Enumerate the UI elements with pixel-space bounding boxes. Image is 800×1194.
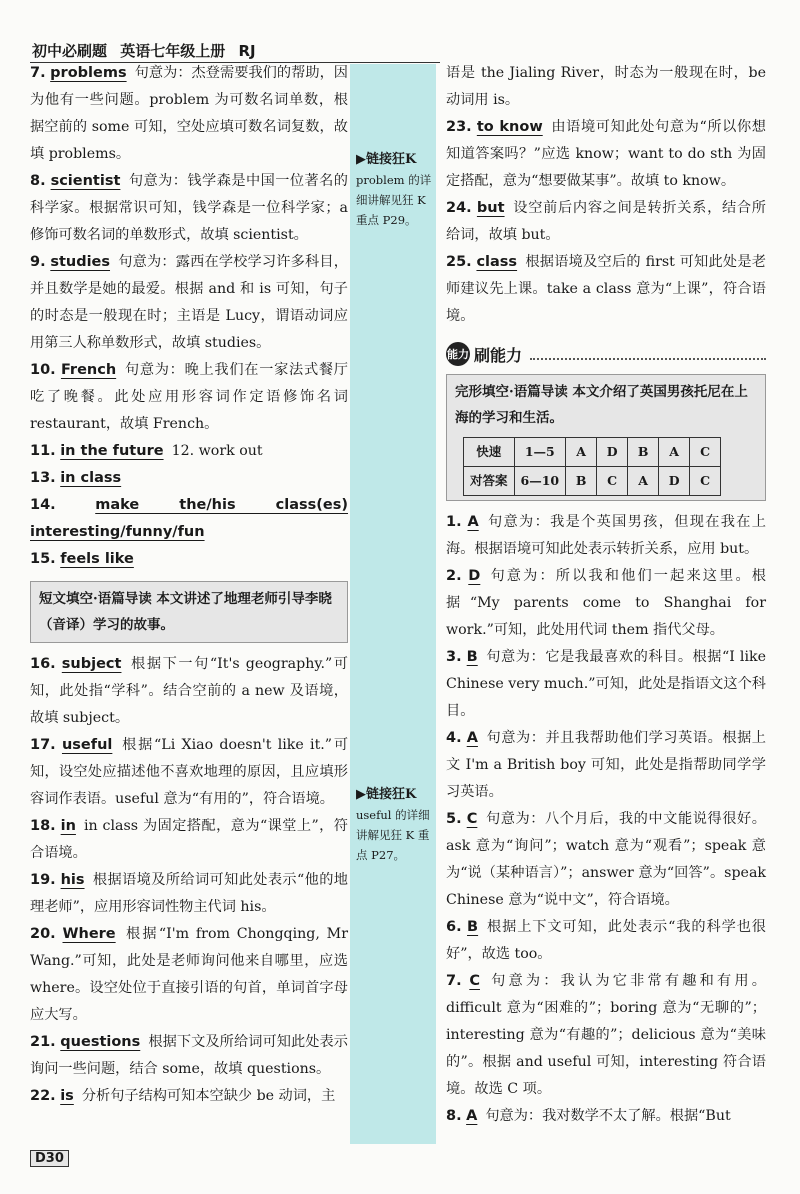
answer-entry — [30, 732, 348, 813]
question-number: 9. — [30, 254, 46, 270]
explanation-text: in class 为固定搭配，意为“课堂上”，符合语境。 — [30, 818, 348, 861]
answer-entry — [30, 492, 348, 546]
explanation-text: 根据语境及所给词可知此处表示“他的地理老师”，应用形容词性物主代词 his。 — [30, 872, 348, 915]
answer-text: A — [466, 1108, 478, 1124]
answer-entry — [446, 509, 766, 563]
explanation-text: 根据语境及空后的 first 可知此处是老师建议先上课。take a class 意为“上课”，符合语境。 — [446, 254, 766, 324]
explanation-text: 根据下文及所给词可知此处表示询问一些问题，结合 some，故填 questions。 — [30, 1034, 348, 1077]
answer-text: C — [466, 811, 478, 827]
answer-text: subject — [61, 656, 122, 672]
dotted-divider — [530, 348, 766, 360]
answer-entry — [30, 438, 348, 465]
explanation-text: 句意为：露西在学校学习许多科目，并且数学是她的最爱。根据 and 和 is 可知，句子的时态是一般现在时；主语是 Lucy，谓语动词应用第三人称单数形式，故填 studies。 — [30, 254, 348, 351]
ability-section-header — [446, 342, 766, 366]
explanation-text: 句意为：八个月后，我的中文能说得很好。ask 意为“询问”；watch 意为“观看”；speak 意为“说（某种语言）”；answer 意为“回答”。speak Chinese 意为“说中文”，符合语境。 — [446, 811, 766, 908]
answer-text: his — [60, 872, 85, 888]
question-number: 13. — [30, 470, 56, 486]
answer-text: A — [466, 730, 478, 746]
answer-cell: A — [566, 438, 597, 467]
answer-entry — [446, 725, 766, 806]
quick-label: 对答案 — [464, 467, 515, 496]
answer-entry — [30, 60, 348, 168]
answer-text: class — [476, 254, 518, 270]
page-header — [32, 40, 264, 61]
table-row — [464, 438, 721, 467]
subject-title: 英语七年级上册 — [120, 42, 226, 60]
explanation-text: 设空前后内容之间是转折关系，结合所给词，故填 but。 — [446, 200, 766, 243]
answer-entry — [446, 563, 766, 644]
answer-text: C — [469, 973, 480, 989]
explanation-text: 句意为：所以我和他们一起来这里。根据“My parents come to Shanghai for work.”可知，此处用代词 them 指代父母。 — [446, 568, 766, 638]
range-cell: 6—10 — [514, 467, 566, 496]
answer-cell: C — [690, 467, 721, 496]
cloze-intro-text: 完形填空·语篇导读 本文介绍了英国男孩托尼在上海的学习和生活。 — [455, 384, 748, 426]
page-number: D30 — [30, 1150, 69, 1167]
explanation-text: 12. work out — [171, 443, 263, 459]
question-number: 10. — [30, 362, 56, 378]
series-title: 初中必刷题 — [32, 42, 108, 60]
answer-cell: C — [690, 438, 721, 467]
question-number: 1. — [446, 514, 462, 530]
answer-text: in — [60, 818, 76, 834]
explanation-text: 句意为：我是个英国男孩，但现在我在上海。根据语境可知此处表示转折关系，应用 but。 — [446, 514, 766, 557]
explanation-text: 句意为：我对数学不太了解。根据“But — [485, 1108, 731, 1124]
question-number: 8. — [30, 173, 46, 189]
answer-entry — [30, 249, 348, 357]
answer-cell: B — [566, 467, 597, 496]
answer-text: Where — [62, 926, 116, 942]
answer-cell: C — [597, 467, 628, 496]
answer-entry — [446, 114, 766, 195]
right-column — [446, 60, 766, 1130]
answer-entry — [30, 546, 348, 573]
margin-note-1 — [356, 150, 436, 230]
answer-entry — [30, 1029, 348, 1083]
explanation-text: 根据“I'm from Chongqing, Mr Wang.”可知，此处是老师询问他来自哪里，应选 where。设空处位于直接引语的句首，单词首字母应大写。 — [30, 926, 348, 1023]
question-number: 2. — [446, 568, 462, 584]
cloze-intro-box — [446, 374, 766, 501]
answer-entry — [446, 806, 766, 914]
explanation-text: 句意为：我认为它非常有趣和有用。difficult 意为“困难的”；boring 意为“无聊的”；interesting 意为“有趣的”；delicious 意为“美味的”。根据 and useful 可知，interesting 符合语境。故选 C 项。 — [446, 973, 766, 1097]
answer-text: make the/his class(es) interesting/funny/fun — [30, 497, 349, 540]
ability-title: 刷能力 — [474, 345, 523, 365]
question-number: 11. — [30, 443, 56, 459]
explanation-text: 句意为：杰登需要我们的帮助，因为他有一些问题。problem 为可数名词单数，根据空前的 some 可知，空处应填可数名词复数，故填 problems。 — [30, 65, 348, 162]
answer-entry — [30, 813, 348, 867]
question-number: 8. — [446, 1108, 462, 1124]
answer-text: D — [468, 568, 481, 584]
answer-entry — [30, 1083, 348, 1110]
answer-entry — [446, 914, 766, 968]
answer-entry — [446, 968, 766, 1103]
range-cell: 1—5 — [514, 438, 566, 467]
answer-entry — [446, 195, 766, 249]
question-number: 15. — [30, 551, 56, 567]
question-number: 22. — [30, 1088, 56, 1104]
note-text: useful 的详细讲解见狂 K 重点 P27。 — [356, 808, 430, 862]
answer-cell: B — [628, 438, 659, 467]
ability-icon: 能力 — [446, 342, 470, 366]
answer-text: useful — [61, 737, 113, 753]
answer-text: A — [467, 514, 479, 530]
question-number: 17. — [30, 737, 56, 753]
quick-answer-table — [463, 437, 721, 496]
question-number: 16. — [30, 656, 56, 672]
answer-entry — [30, 465, 348, 492]
answer-entry — [30, 168, 348, 249]
table-row — [464, 467, 721, 496]
edition-label: RJ — [238, 42, 256, 60]
question-number: 3. — [446, 649, 462, 665]
answer-cell: A — [628, 467, 659, 496]
question-number: 5. — [446, 811, 462, 827]
answer-text: French — [60, 362, 117, 378]
answer-entry — [446, 1103, 766, 1130]
link-label: ▶链接狂K — [356, 787, 417, 802]
answer-text: B — [467, 919, 479, 935]
left-column — [30, 60, 348, 1110]
question-number: 20. — [30, 926, 56, 942]
note-text: problem 的详细讲解见狂 K 重点 P29。 — [356, 173, 432, 227]
question-number: 19. — [30, 872, 56, 888]
link-label: ▶链接狂K — [356, 152, 417, 167]
answer-text: B — [466, 649, 478, 665]
explanation-text: 分析句子结构可知本空缺少 be 动词，主 — [81, 1088, 336, 1104]
answer-entry — [30, 357, 348, 438]
passage-intro-box: 短文填空·语篇导读 本文讲述了地理老师引导李晓（音译）学习的故事。 — [30, 581, 348, 643]
answer-text: problems — [50, 65, 127, 81]
explanation-text: 句意为：钱学森是中国一位著名的科学家。根据常识可知，钱学森是一位科学家；a 修饰可数名词的单数形式，故填 scientist。 — [30, 173, 348, 243]
question-number: 21. — [30, 1034, 56, 1050]
question-number: 23. — [446, 119, 472, 135]
answer-cell: D — [597, 438, 628, 467]
question-number: 4. — [446, 730, 462, 746]
explanation-text: 根据上下文可知，此处表示“我的科学也很好”，故选 too。 — [446, 919, 766, 962]
answer-entry — [30, 921, 348, 1029]
answer-text: but — [476, 200, 505, 216]
answer-entry — [446, 249, 766, 330]
explanation-text: 根据“Li Xiao doesn't like it.”可知，设空处应描述他不喜欢地理的原因，且应填形容词作表语。useful 意为“有用的”，符合语境。 — [30, 737, 349, 807]
answer-cell: D — [659, 467, 690, 496]
answer-cell: A — [659, 438, 690, 467]
question-number: 6. — [446, 919, 462, 935]
question-number: 14. — [30, 497, 56, 513]
explanation-text: 句意为：并且我帮助他们学习英语。根据上文 I'm a British boy 可知，此处是指帮助同学学习英语。 — [446, 730, 766, 800]
continued-text: 语是 the Jialing River，时态为一般现在时，be 动词用 is。 — [446, 65, 766, 108]
margin-note-2 — [356, 785, 436, 865]
answer-text: in the future — [60, 443, 164, 459]
answer-entry — [446, 644, 766, 725]
explanation-text: 由语境可知此处句意为“所以你想知道答案吗？”应选 know；want to do sth 为固定搭配，意为“想要做某事”。故填 to know。 — [446, 119, 766, 189]
answer-text: in class — [60, 470, 122, 486]
explanation-text: 句意为：它是我最喜欢的科目。根据“I like Chinese very much.”可知，此处是指语文这个科目。 — [446, 649, 766, 719]
answer-entry — [30, 867, 348, 921]
question-number: 25. — [446, 254, 472, 270]
answer-text: to know — [476, 119, 543, 135]
quick-label: 快速 — [464, 438, 515, 467]
answer-text: feels like — [60, 551, 134, 567]
question-number: 24. — [446, 200, 472, 216]
question-number: 18. — [30, 818, 56, 834]
question-number: 7. — [30, 65, 46, 81]
answer-text: scientist — [50, 173, 121, 189]
answer-text: questions — [60, 1034, 141, 1050]
answer-text: is — [60, 1088, 74, 1104]
explanation-text: 句意为：晚上我们在一家法式餐厅吃了晚餐。此处应用形容词作定语修饰名词 restaurant，故填 French。 — [30, 362, 348, 432]
answer-text: studies — [50, 254, 111, 270]
explanation-text: 根据下一句“It's geography.”可知，此处指“学科”。结合空前的 a new 及语境，故填 subject。 — [30, 656, 348, 726]
question-number: 7. — [446, 973, 462, 989]
answer-entry — [30, 651, 348, 732]
